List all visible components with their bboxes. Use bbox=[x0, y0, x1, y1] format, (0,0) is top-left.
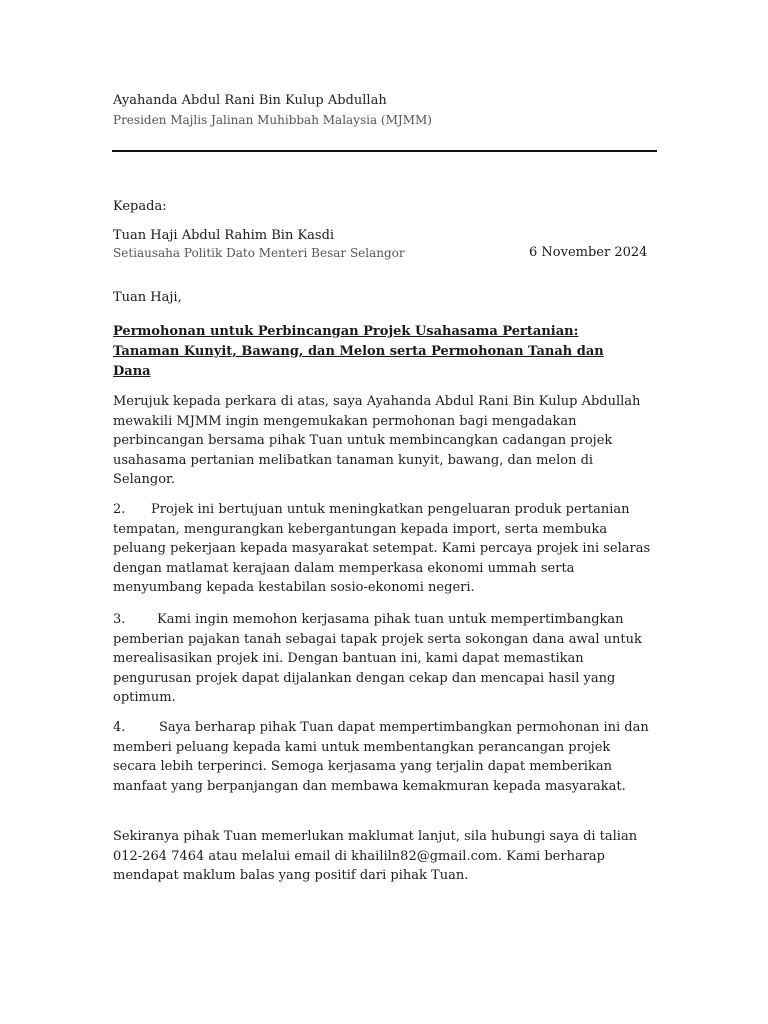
paragraph-text: Projek ini bertujuan untuk meningkatkan pengeluaran produk pertanian tempatan, mengurangkan kebergantungan kepada import, serta membuka peluang pekerjaan kepada masyarakat setempat. Kami percaya projek ini selaras dengan matlamat kerajaan dalam memperkasa ekonomi ummah serta menyumbang kepada kestabilan sosio-ekonomi negeri. bbox=[113, 502, 651, 595]
sender-title: Presiden Majlis Jalinan Muhibbah Malaysia (MJMM) bbox=[113, 113, 432, 127]
letter-date: 6 November 2024 bbox=[529, 245, 648, 260]
recipient-title: Setiausaha Politik Dato Menteri Besar Selangor bbox=[113, 246, 405, 260]
header-divider bbox=[112, 150, 657, 152]
sender-name: Ayahanda Abdul Rani Bin Kulup Abdullah bbox=[113, 93, 387, 108]
paragraph-text: Merujuk kepada perkara di atas, saya Ayahanda Abdul Rani Bin Kulup Abdullah mewakili MJMM ingin mengemukakan permohonan bagi mengadakan perbincangan bersama pihak Tuan untuk membincangkan cadangan projek usahasama pertanian melibatkan tanaman kunyit, bawang, dan melon di Selangor. bbox=[113, 394, 641, 487]
paragraph-text: Saya berharap pihak Tuan dapat mempertimbangkan permohonan ini dan memberi peluang kepada kami untuk membentangkan perancangan projek secara lebih terperinci. Semoga kerjasama yang terjalin dapat memberikan manfaat yang berpanjangan dan membawa kemakmuran kepada masyarakat. bbox=[113, 720, 649, 794]
paragraph-1 bbox=[113, 392, 653, 490]
paragraph-2 bbox=[113, 500, 653, 598]
paragraph-3 bbox=[113, 610, 653, 708]
letter-subject: Permohonan untuk Perbincangan Projek Usahasama Pertanian: Tanaman Kunyit, Bawang, dan Melon serta Permohonan Tanah dan Dana bbox=[113, 324, 604, 379]
paragraph-number: 4. bbox=[113, 720, 126, 735]
paragraph-number: 3. bbox=[113, 612, 126, 627]
to-label: Kepada: bbox=[113, 199, 167, 214]
paragraph-number: 2. bbox=[113, 502, 126, 517]
paragraph-text: Kami ingin memohon kerjasama pihak tuan untuk mempertimbangkan pemberian pajakan tanah sebagai tapak projek serta sokongan dana awal untuk merealisasikan projek ini. Dengan bantuan ini, kami dapat memastikan pengurusan projek dapat dijalankan dengan cekap dan mencapai hasil yang optimum. bbox=[113, 612, 642, 705]
paragraph-4 bbox=[113, 718, 653, 796]
paragraph-5 bbox=[113, 827, 653, 886]
salutation: Tuan Haji, bbox=[113, 290, 182, 305]
paragraph-text: Sekiranya pihak Tuan memerlukan maklumat lanjut, sila hubungi saya di talian 012-264 7464 atau melalui email di khaililn82@gmail.com. Kami berharap mendapat maklum balas yang positif dari pihak Tuan. bbox=[113, 829, 638, 883]
recipient-name: Tuan Haji Abdul Rahim Bin Kasdi bbox=[113, 228, 335, 243]
